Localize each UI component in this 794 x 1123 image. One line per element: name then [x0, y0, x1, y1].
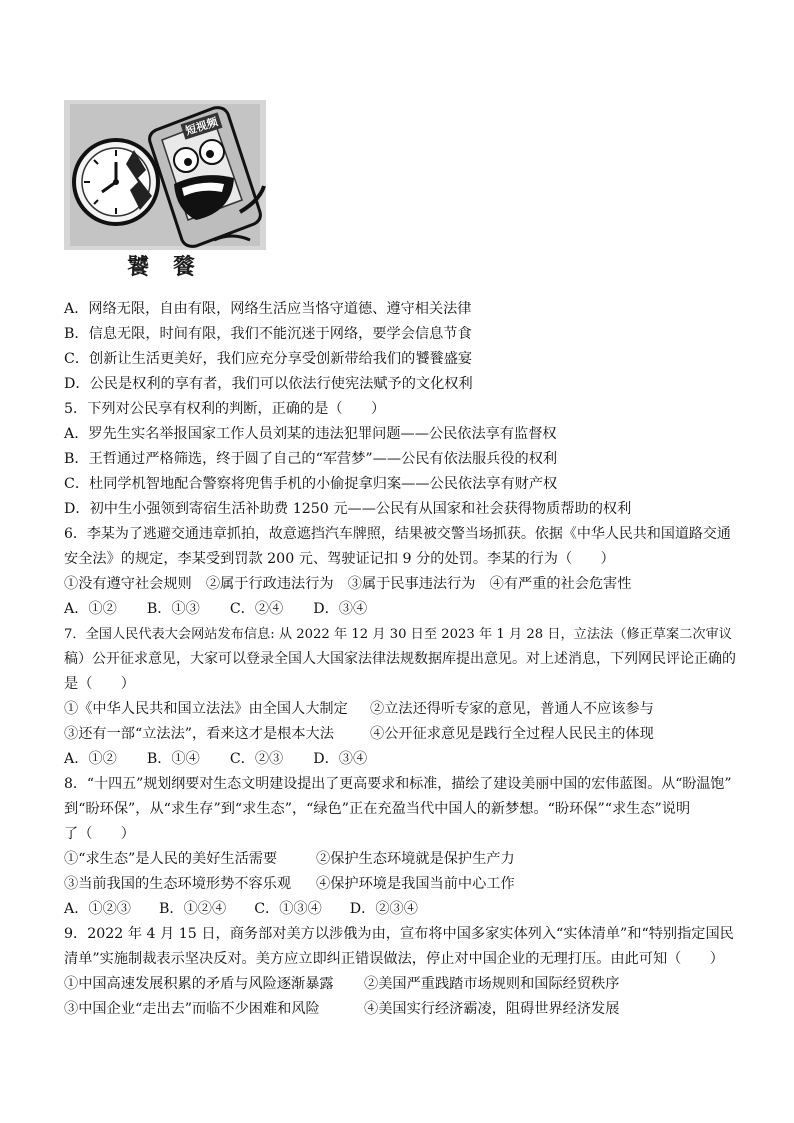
q8-statements-row2 — [64, 872, 736, 897]
q8-choice-a: A．①②③ — [64, 901, 131, 917]
phone-label: 短视频 — [180, 112, 222, 139]
q6-statements: ①没有遵守社会规则 ②属于行政违法行为 ③属于民事违法行为 ④有严重的社会危害性 — [64, 576, 632, 592]
q7-stem-line3: 是（ ） — [64, 676, 135, 692]
q6-choice-c: C．②④ — [229, 601, 284, 617]
q9-stem-line1: 9．2022 年 4 月 15 日，商务部对美方以涉俄为由，宣布将中国多家实体列入“实体清单”和“特别指定国民 — [64, 926, 734, 942]
q6-stem-line1: 6．李某为了逃避交通违章抓拍，故意遮挡汽车牌照，结果被交警当场抓获。依据《中华人民共和国道路交通 — [64, 526, 731, 542]
q4-option-b: B．信息无限，时间有限，我们不能沉迷于网络，要学会信息节食 — [64, 326, 472, 342]
q9-statement-4: ④美国实行经济霸凌，阻碍世界经济发展 — [364, 1001, 620, 1017]
q7-choice-d: D．③④ — [313, 751, 368, 767]
cartoon-caption: 饕 餮 — [127, 255, 203, 280]
q7-statement-4: ④公开征求意见是践行全过程人民民主的体现 — [370, 726, 654, 742]
q5-option-b: B．王哲通过严格筛选，终于圆了自己的“军营梦”——公民有依法服兵役的权利 — [64, 451, 558, 467]
q5-option-c: C．杜同学机智地配合警察将兜售手机的小偷捉拿归案——公民依法享有财产权 — [64, 476, 558, 492]
q9-statement-3: ③中国企业“走出去”而临不少困难和风险 — [64, 1001, 320, 1017]
q8-statement-1: ①“求生态”是人民的美好生活需要 — [64, 851, 278, 867]
q5-option-a: A．罗先生实名举报国家工作人员刘某的违法犯罪问题——公民依法享有监督权 — [64, 426, 557, 442]
clock-icon — [74, 140, 158, 224]
q8-stem-line1: 8．“十四五”规划纲要对生态文明建设提出了更高要求和标准，描绘了建设美丽中国的宏伟蓝图。从“盼温饱” — [64, 776, 732, 792]
q8-choice-d: D．②③④ — [349, 901, 418, 917]
q7-statement-3: ③还有一部“立法法”，看来这才是根本大法 — [64, 726, 334, 742]
q6-choice-d: D．③④ — [313, 601, 368, 617]
q8-statement-3: ③当前我国的生态环境形势不容乐观 — [64, 876, 292, 892]
q5-option-d: D．初中生小强领到寄宿生活补助费 1250 元——公民有从国家和社会获得物质帮助的权利 — [64, 501, 632, 517]
q7-stem-line1: 7．全国人民代表大会网站发布信息: 从 2022 年 12 月 30 日至 2023 年 1 月 28 日，立法法（修正草案二次审议 — [64, 627, 732, 642]
q9-statements-row1 — [64, 972, 736, 997]
q5-stem: 5．下列对公民享有权利的判断，正确的是（ ） — [64, 401, 386, 417]
q6-choice-a: A．①② — [64, 601, 117, 617]
q8-choice-c: C．①③④ — [254, 901, 322, 917]
q9-statement-2: ②美国严重践踏市场规则和国际经贸秩序 — [364, 976, 620, 992]
q8-stem-line2: 到“盼环保”，从“求生存”到“求生态”，“绿色”正在充盈当代中国人的新梦想。“盼环保”“求生态”说明 — [64, 801, 691, 817]
q8-statements-row1 — [64, 847, 736, 872]
q7-choices — [64, 747, 736, 772]
q7-stem-line2: 稿）公开征求意见，大家可以登录全国人大国家法律法规数据库提出意见。对上述消息，下列网民评论正确的 — [64, 651, 736, 667]
q7-statement-1: ①《中华人民共和国立法法》由全国人大制定 — [64, 701, 348, 717]
q4-option-c: C．创新让生活更美好，我们应充分享受创新带给我们的饕餮盛宴 — [64, 351, 473, 367]
q9-statement-1: ①中国高速发展积累的矛盾与风险逐渐暴露 — [64, 976, 334, 992]
q7-choice-c: C．②③ — [229, 751, 284, 767]
q8-choices — [64, 897, 736, 922]
q6-choice-b: B．①③ — [146, 601, 200, 617]
q8-stem-line3: 了（ ） — [64, 826, 135, 842]
cartoon-drawing — [64, 100, 266, 250]
q8-statement-2: ②保护生态环境就是保护生产力 — [316, 851, 515, 867]
q9-stem-line2: 清单”实施制裁表示坚决反对。美方应立即纠正错误做法，停止对中国企业的无理打压。由此可知（ ） — [64, 951, 724, 967]
q4-option-a: A．网络无限，自由有限，网络生活应当恪守道德、遵守相关法律 — [64, 301, 472, 317]
q7-choice-a: A．①② — [64, 751, 117, 767]
q7-statements-row2 — [64, 722, 736, 747]
question-content — [64, 297, 736, 1022]
q4-option-d: D．公民是权利的享有者，我们可以依法行使宪法赋予的文化权利 — [64, 376, 473, 392]
q7-statement-2: ②立法还得听专家的意见，普通人不应该参与 — [370, 701, 654, 717]
q7-choice-b: B．①④ — [146, 751, 200, 767]
q8-statement-4: ④保护环境是我国当前中心工作 — [316, 876, 515, 892]
q6-stem-line2: 安全法》的规定，李某受到罚款 200 元、驾驶证记扣 9 分的处罚。李某的行为（ ） — [64, 551, 615, 567]
q8-choice-b: B．①②④ — [159, 901, 227, 917]
q9-statements-row2 — [64, 997, 736, 1022]
q6-choices — [64, 597, 736, 622]
q7-statements-row1 — [64, 697, 736, 722]
